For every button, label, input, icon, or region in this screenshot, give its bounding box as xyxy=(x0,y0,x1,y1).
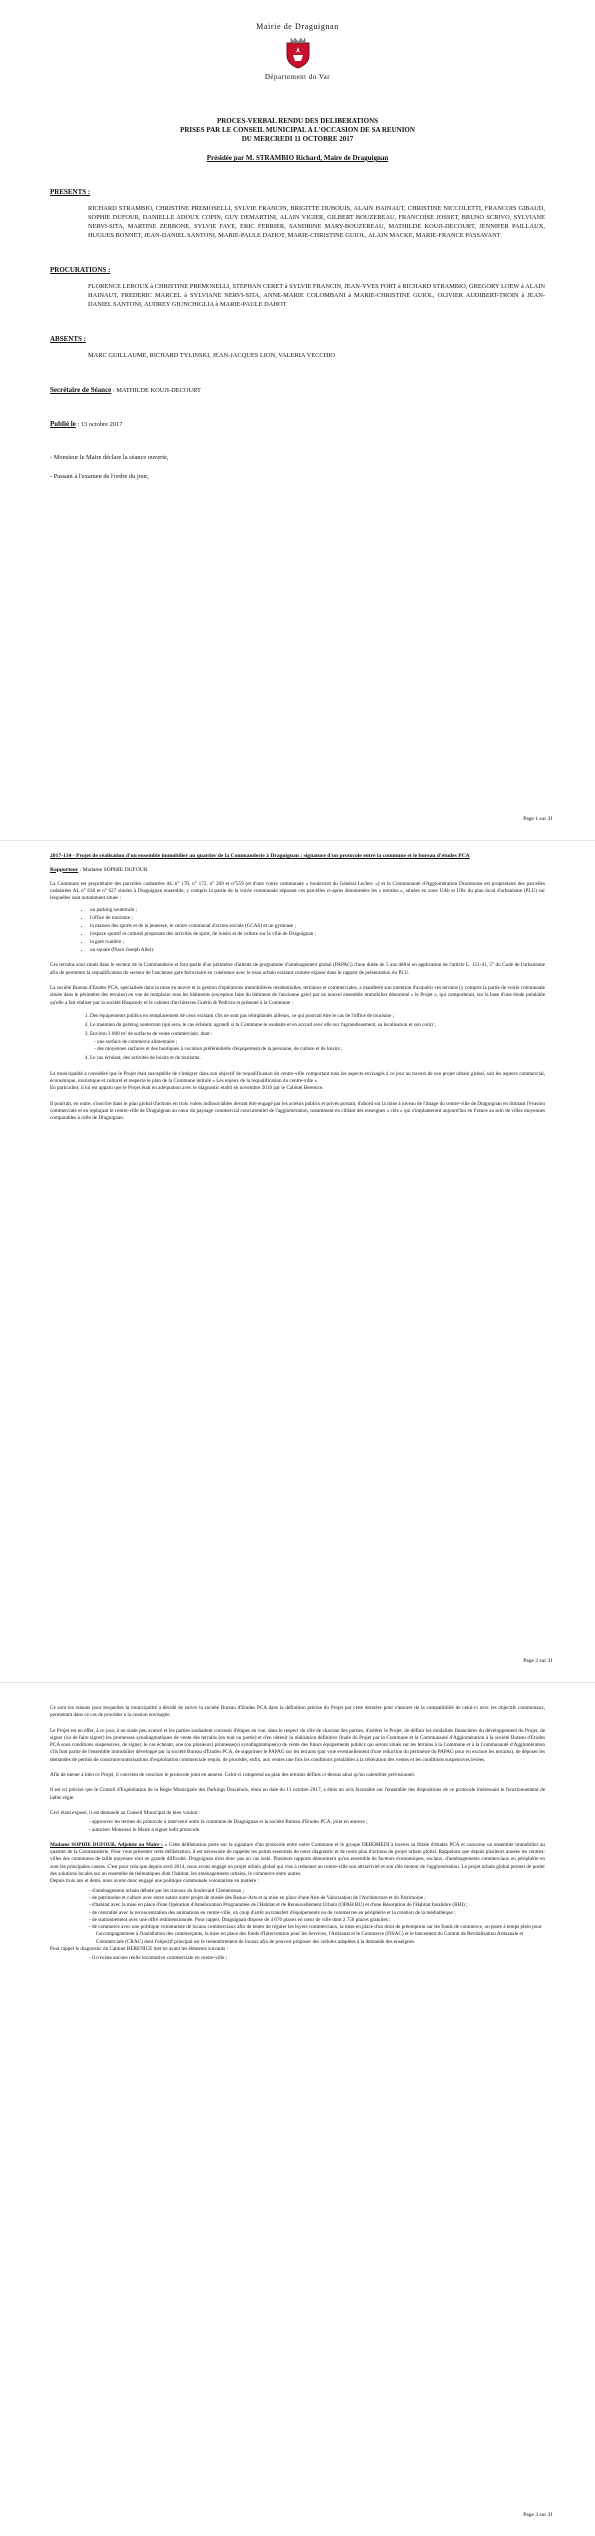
list-item-text: Le cas échéant, des activités de loisirs et de tourisme. xyxy=(90,1055,201,1062)
publie-label: Publié le xyxy=(50,420,76,428)
paragraph: Il est ici précisé que le Conseil d'Exploitation de la Régie Municipale des Parkings Dracénois, réuni en date du 11 octobre 2017, a émis un avis favorable sur l'ensemble des dispositions de ce protocole intéressant le fonctionnement de ladite régie. xyxy=(50,1787,545,1801)
procurations-label: PROCURATIONS : xyxy=(50,266,111,274)
list-item-text: Le maintien du parking souterrain (qui sera, le cas échéant, agrandi si la Commune le souhaite et en accord avec elle sur l'agrandissement, sa localisation et son coût) ; xyxy=(90,1022,436,1029)
paragraph: Afin de mener à bien ce Projet, il convient de conclure le protocole joint en annexe. Celui-ci comprend un plan des terrains définis ci-dessus ainsi qu'un calendrier prévisionnel. xyxy=(50,1772,416,1779)
speaker-label: Madame SOPHIE DUFOUR, Adjointe au Maire : xyxy=(50,1841,163,1848)
list-item: • l'office de tourisme ; xyxy=(90,914,545,922)
rapporteur-value: : Madame SOPHIE DUFOUR xyxy=(78,866,148,873)
page-1 xyxy=(0,0,595,840)
list-item: • un square (Place Joseph Allet). xyxy=(90,946,545,954)
absents-label: ABSENTS : xyxy=(50,335,86,343)
paragraph: La municipalité a considéré que le Projet était susceptible de s'intégrer dans son objectif de requalification du centre-ville comportant tous les aspects envisagés à ce jour au travers de son projet urbain global, soit les aspects commercial, économique, touristique et culturel et respecte le plan de la Commune intitulé « Les enjeux de la requalification du centre-ville ». xyxy=(50,1070,545,1084)
dash-list xyxy=(50,1819,545,1834)
list-item xyxy=(90,1022,545,1029)
page-number: Page 2 sur 31 xyxy=(523,1658,553,1664)
ordre-du-jour-line: - Passant à l'examen de l'ordre du jour, xyxy=(50,473,149,480)
list-item: - autoriser Monsieur le Maire à signer ledit protocole. xyxy=(96,1827,545,1834)
dash-list xyxy=(50,1955,545,1962)
paragraph: En particulier, il lui est apparu que le Projet était en adéquation avec le diagnostic établi en novembre 2016 par le Cabinet Berenice. xyxy=(50,1085,324,1092)
paragraph: Ces terrains sont situés dans le secteur de la Commanderie et font partie d'un périmètre d'attente de programme d'aménagement global (PAPAG) d'une durée de 5 ans défini en application de l'article L. 151-41, 5° du Code de l'urbanisme afin de permettre la requalification du secteur de l'ancienne gare ferroviaire en cohérence avec le tissu urbain existant comme exposé dans le rapport de présentation du PLU. xyxy=(50,962,545,976)
list-item: • la maison des sports et de la jeunesse, le centre communal d'action sociale (CCAS) et un gymnase ; xyxy=(90,922,545,930)
list-item: • un parking souterrain ; xyxy=(90,906,545,914)
pv-title-line: PROCES-VERBAL RENDU DES DELIBERATIONS xyxy=(216,117,379,125)
list-item-text: Environ 3 000 m² de surfaces de vente commerciale, dont : xyxy=(90,1031,213,1038)
publie-line xyxy=(50,420,545,428)
list-item xyxy=(90,1055,545,1062)
paragraph: La société Bureau d'Etudes PCA, spécialisée dans la mise en œuvre et la gestion d'opérations immobilières résidentielles, tertiaires et commerciales, a manifesté son intention d'acquérir ces terrains (y compris la partie de voirie communale située dans le périmètre des terrains) en vue de remplacer tous les bâtiments (exception faite du bâtiment de l'ancienne gare) par un nouvel ensemble immobilier dénommé « le Projet », qui comporterait, sur la base d'une étude préalable qu'elle a fait réaliser par la société Rhapsody et le cabinet d'architectes Guérin & Pedroza et présenté à la Commune : xyxy=(50,984,545,1006)
numbered-list xyxy=(50,1013,545,1063)
mairie-title: Mairie de Draguignan xyxy=(256,22,339,31)
publie-value: : 13 octobre 2017 xyxy=(75,421,123,428)
rapporteur-line xyxy=(50,867,545,873)
seance-ouverte-line: - Monsieur le Maire déclare la séance ouverte, xyxy=(50,454,169,461)
page-number: Page 1 sur 31 xyxy=(523,816,553,822)
paragraph: Pour rappel le diagnostic du Cabinet BERENICE met en avant les éléments suivants : xyxy=(50,1946,228,1953)
pv-title xyxy=(50,117,545,144)
speaker-text: « Cette délibération porte sur la signature d'un protocole entre notre Commune et le groupe DEROMEDI à travers sa filiale d'études PCA et concerne un ensemble immobilier au quartier de la Commanderie. Pour vous présenter cette délibération, il est nécessaire de rappeler les points essentiels de notre diagnostic et de notre plan d'actions du projet urbain global. Rappelons que depuis plusieurs années les centres-villes des communes de taille moyenne sont en grande difficulté. Draguignan n'est donc pas un cas isolé. Plusieurs rapports démontrent qu'un ensemble de facteurs économiques, sociaux, d'aménagements commerciaux en périphérie en sont les principales causes. C'est pour cela que depuis avril 2014, nous avons engagé un projet urbain global qui vise à redonner au centre-ville son attractivité et son rôle moteur de l'agglomération. Le projet urbain global permet de porter des solutions locales sur un ensemble de thématiques dont l'habitat, les aménagements urbains, le commerce entre autres. xyxy=(50,1841,545,1878)
list-item: - de centralité avec la reconcentration des animations en centre-ville, un coup d'arrêt au transfert d'équipements ou de commerces en périphérie et la création de la médiathèque ; xyxy=(96,1910,545,1917)
paragraph: Le Projet est en effet, à ce jour, à un stade peu avancé et les parties souhaitent convenir d'étapes en vue, dans le respect du rôle de chacune des parties, d'arrêter le Projet, de définir les modalités financières du développement du Projet, de signer (ou de faire signer) les promesses synallagmatiques de vente des terrains (en tout ou partie) et d'en obtenir la réalisation définitive finale du Projet par la Commune et la Communauté d'Agglomération à la société Bureau d'Etudes PCA sous conditions suspensives, de signer, le cas échéant, une (ou plusieurs) promesse(s) synallagmatique(s) de vente des futurs équipements publics qui seront situés sur les terrains à la Commune et à la Communauté d'Agglomération s'ils font partie de l'ensemble immobilier développé par la société Bureau d'Etudes PCA, de supprimer le PAPAG sur les terrains (par voie éventuellement d'une réduction du périmètre du PAPAG pour en exclure les terrains), de déposer les demandes de permis de construire/autorisations d'exploitation commerciale requis, de procéder, enfin, aux ventes une fois les conditions préalables à la réitération des ventes et les conditions suspensives levées. xyxy=(50,1727,545,1763)
list-item: - d'aménagement urbain débuté par les travaux du boulevard Clemenceau ; xyxy=(96,1888,545,1895)
secretaire-label: Secrétaire de Séance xyxy=(50,386,112,394)
pv-title-line: DU MERCREDI 11 OCTOBRE 2017 xyxy=(241,135,354,143)
paragraph: La Commune est propriétaire des parcelles cadastrées AL n° 170, n° 172, n° 269 et n°559 (et d'une voirie communale « boulevard du Général Leclerc ») et la Communauté d'Agglomération Dracénoise est propriétaire des parcelles cadastrées AL n° 636 et n° 627 situées à Draguignan ensemble, y compris la partie de la voirie communale séparant ces parcelles ci-après dénommées les « terrains », situées en zone UAb et UBc du plan local d'urbanisme (PLU) sur lesquelles sont notamment situés : xyxy=(50,880,545,902)
dash-list xyxy=(50,1888,545,1946)
list-item: - d'habitat avec la mise en place d'une Opération d'Amélioration Programmée de l'Habitat et de Renouvellement Urbain (OPAH RU) et d'une Résorption de l'Habitat Insalubre (RHI) ; xyxy=(96,1902,545,1909)
list-item: - de patrimoine et culture avec entre autres notre projet de musée des Beaux-Arts et la mise en place d'une Aire de Valorisation de l'Architecture et du Patrimoine ; xyxy=(96,1895,545,1902)
list-subitem: - une surface de commerce alimentaire ; xyxy=(94,1038,178,1045)
list-item: - il n'existe aucune réelle locomotive commerciale en centre-ville ; xyxy=(96,1955,545,1962)
list-item: - de commerce avec une politique volontariste de locaux commerciaux afin de tenter de réguler les loyers commerciaux, la mise en place d'un droit de préemption sur les fonds de commerce, un poste à temps plein pour l'accompagnement à l'installation des commerçants, la mise en place des fonds d'Intervention pour les Services, l'Artisanat et le Commerce (FISAC) et le lancement du Contrat de Revitalisation Artisanale et Commerciale (CRAC) dont l'objectif principal est le remembrement de locaux afin de pouvoir proposer des cellules adaptées à la demande des enseignes. xyxy=(96,1924,545,1946)
list-item: - de stationnement avec une offre redimensionnée. Pour rappel, Draguignan dispose de 4 676 places en cœur de ville dont 2 756 places gratuites ; xyxy=(96,1917,545,1924)
list-subitem: - des moyennes surfaces et des boutiques à vocation préférentielle d'équipement de la personne, de culture et de loisirs ; xyxy=(94,1046,343,1053)
list-item: - approuver les termes du protocole à intervenir entre la commune de Draguignan et la société Bureau d'Etudes PCA, joint en annexe ; xyxy=(96,1819,545,1826)
list-item xyxy=(90,1031,545,1053)
paragraph: Depuis trois ans et demi, nous avons donc engagé une politique communale volontariste en matière : xyxy=(50,1878,259,1885)
paragraph: Ceci étant exposé, il est demandé au Conseil Municipal de bien vouloir : xyxy=(50,1809,201,1816)
page-3 xyxy=(0,1682,595,2536)
paragraph: Ce sont les raisons pour lesquelles la municipalité a décidé de suivre la société Bureau d'Etudes PCA dans la définition précise du Projet par cette dernière pour s'assurer de la compatibilité de celui-ci avec les objectifs communaux, permettant dans ce cas de procéder à la cession envisagée. xyxy=(50,1705,545,1719)
absents-list: MARC GUILLAUME, RICHARD TYLINSKI, JEAN-JACQUES LION, VALERIA VECCHIO xyxy=(88,352,335,359)
presents-label: PRESENTS : xyxy=(50,188,91,196)
page-number: Page 3 sur 31 xyxy=(523,2512,553,2518)
departement-label: Département du Var xyxy=(264,73,331,81)
pv-title-line: PRISES PAR LE CONSEIL MUNICIPAL A L'OCCASION DE SA REUNION xyxy=(180,126,415,134)
secretaire-value: : MATHILDE KOUJI-DECOURT xyxy=(111,387,201,394)
list-item: • l'espace sportif et culturel proposant des activités de sport, de loisirs et de culture sur la ville de Draguignan ; xyxy=(90,930,545,938)
city-crest-icon xyxy=(284,35,312,69)
presidee-line: Présidée par M. STRAMBIO Richard, Maire de Draguignan xyxy=(206,154,389,162)
list-item xyxy=(90,1013,545,1020)
paragraph: Il pourrait, en outre, s'inscrire dans le plan global d'actions en trois volets indissociables devant être engagé par les acteurs publics et privés portant, d'abord sur la mise à niveau de l'image du centre-ville de Draguignan en limitant l'évasion commerciale et en replaçant le centre-ville de Draguignan au cœur du paysage commercial concurrentiel de l'agglomération, notamment en ciblant des enseignes « clés » qui s'implanteront aujourd'hui en France au sein de villes moyennes comparables à celle de Draguignan. xyxy=(50,1100,545,1122)
secretaire-line xyxy=(50,386,545,394)
list-item: • la gare routière ; xyxy=(90,938,545,946)
speaker-paragraph xyxy=(50,1842,545,1878)
rapporteur-label: Rapporteur xyxy=(50,866,79,873)
bullet-list xyxy=(50,906,545,954)
presents-list: RICHARD STRAMBIO, CHRISTINE PREMOSELLI, SYLVIE FRANCIN, BRIGITTE DUBOUIS, ALAIN HAINAUT, CHRISTINE NICCOLETTI, FRANCOIS GIBAUD, SOPHIE DUFOUR, DANIELLE ADOUX COPIN, GUY DEMARTINI, ALAIN VIGIER, GILBERT BOUZEREAU, FRANCOISE JOSSET, BRUNO SCRIVO, SYLVIANE NERVI-SITA, MARTINE ZERBONE, SYLVIE FAYE, ERIC FERRIER, SANDRINE MARY-BOUZEREAU, MATHILDE KOUJI-DECOURT, JENNIFER PAILLAUX, HUGUES BONNET, JEAN-DANIEL SANTONI, MARIE-PAULE DAHOT, MARIE-CHRISTINE GUIOL, ALAIN MACKE, MARIE-FRANCE PASSAVANT xyxy=(88,205,545,239)
procurations-list: FLORENCE LEROUX à CHRISTINE PREMOSELLI, STEPHAN CERET à SYLVIE FRANCIN, JEAN-YVES FORT à RICHARD STRAMBIO, GREGORY LOEW à ALAIN HAINAUT, FREDERIC MARCEL à SYLVIANE NERVI-SITA, ANNE-MARIE COLOMBANI à MARIE-CHRISTINE GUIOL, OLIVIER AUDIBERT-TROIN à JEAN-DANIEL SANTONI, AUDREY GIUNCHIGLIA à MARIE-PAULE DAHOT xyxy=(88,283,545,308)
page-2 xyxy=(0,840,595,1682)
deliberation-title: 2017-134 - Projet de réalisation d'un ensemble immobilier au quartier de la Commanderie à Draguignan : signature d'un protocole entre la commune et le bureau d'études PCA xyxy=(50,853,470,859)
list-item-text: Des équipements publics en remplacement de ceux existant s'ils ne sont pas réimplantés ailleurs, ce qui pourrait être le cas de l'office de tourisme ; xyxy=(90,1012,395,1019)
